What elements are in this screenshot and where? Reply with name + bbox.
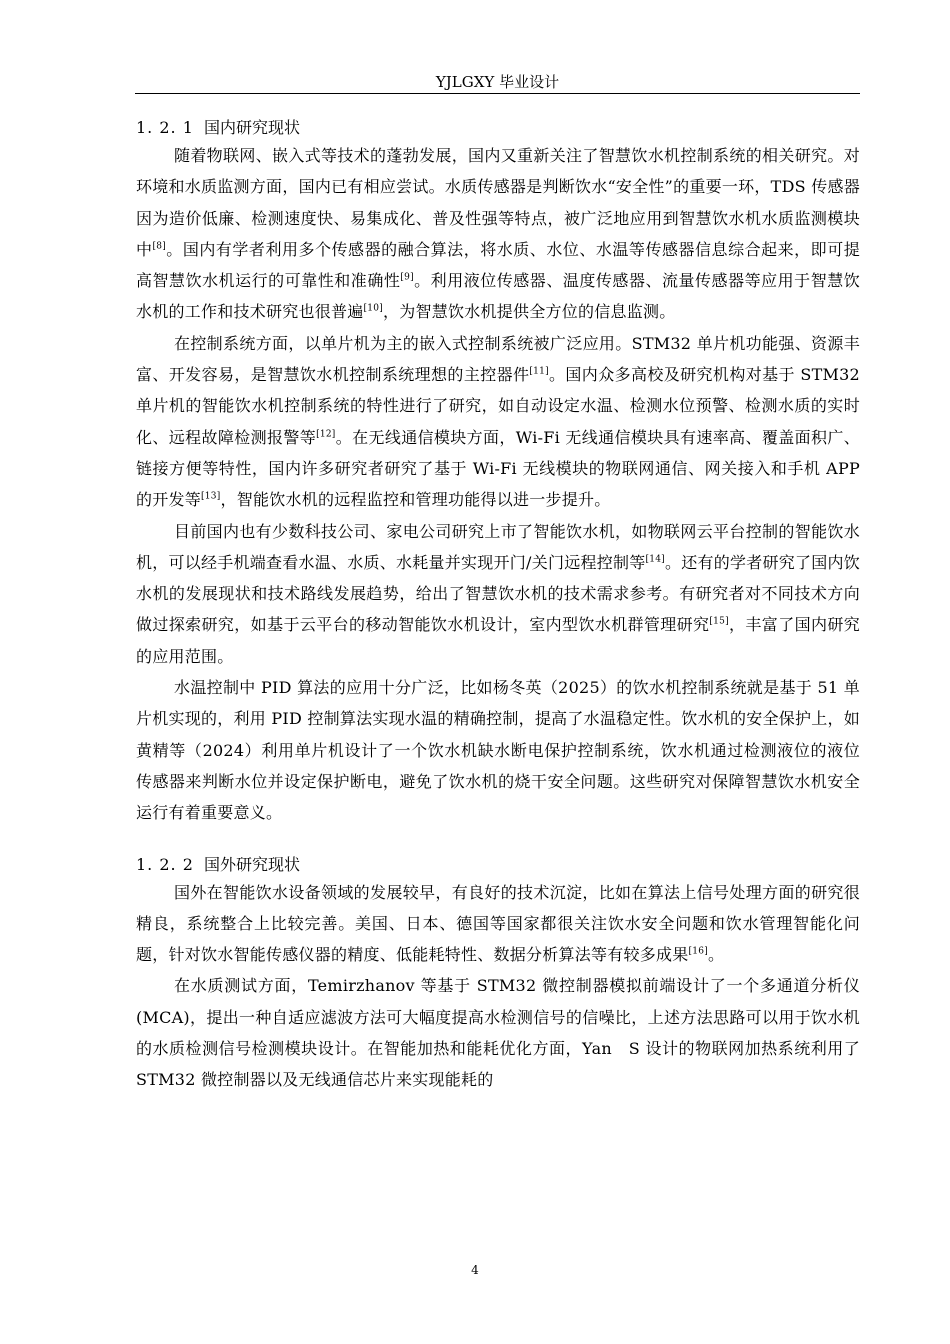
citation-reference: [10]	[363, 304, 383, 315]
header-rule	[135, 93, 860, 94]
section-heading-foreign	[136, 853, 860, 877]
citation-reference: [8]	[152, 241, 167, 252]
paragraph-text: ，为智慧饮水机提供全方位的信息监测。	[383, 302, 676, 322]
paragraph-text: 。国内众多高校及研究机构对基于 STM32 单片机的智能饮水机控制系统的特性进行了研究，如自动设定水温、检测水位预警、检测水质的实时化、远程故障检测报警等	[136, 365, 860, 447]
section-title: 国内研究现状	[204, 118, 301, 137]
paragraph-text: 在控制系统方面，以单片机为主的嵌入式控制系统被广泛应用。STM32 单片机功能强、资源丰富、开发容易，是智慧饮水机控制系统理想的主控器件	[136, 333, 860, 385]
paragraph-text: 。利用液位传感器、温度传感器、流量传感器等应用于智慧饮水机的工作和技术研究也很普遍	[136, 271, 860, 322]
paragraph-text: 在水质测试方面，Temirzhanov 等基于 STM32 微控制器模拟前端设计了一个多通道分析仪(MCA)，提出一种自适应滤波方法可大幅度提高水检测信号的信噪比，上述方法思路可以用于饮水机的水质检测信号检测模块设计。在智能加热和能耗优化方面，Yan S 设计的物联网加热系统利用了 STM32 微控制器以及无线通信芯片来实现能耗的	[136, 976, 860, 1090]
citation-reference: [15]	[709, 617, 729, 628]
citation-reference: [12]	[316, 429, 336, 440]
paragraph-text: 。还有的学者研究了国内饮水机的发展现状和技术路线发展趋势，给出了智慧饮水机的技术需求参考。有研究者对不同技术方向做过探索研究，如基于云平台的移动智能饮水机设计，室内型饮水机群管理研究	[136, 552, 860, 635]
paragraph-text: 。	[708, 945, 725, 965]
paragraph	[136, 516, 860, 672]
page-header: YJLGXY 毕业设计	[435, 73, 560, 91]
paragraph	[136, 877, 860, 971]
page-number: 4	[471, 1263, 479, 1277]
section-number: 1. 2. 2	[136, 854, 194, 874]
paragraph-text: ，智能饮水机的远程监控和管理功能得以进一步提升。	[220, 490, 611, 510]
page-body	[136, 116, 860, 1096]
paragraph-text: 。国内有学者利用多个传感器的融合算法，将水质、水位、水温等传感器信息综合起来，即可提高智慧饮水机运行的可靠性和准确性	[136, 239, 860, 291]
section-number: 1. 2. 1	[136, 118, 194, 137]
paragraph	[136, 140, 860, 328]
paragraph-text: ，丰富了国内研究的应用范围。	[136, 615, 860, 666]
section-title: 国外研究现状	[204, 854, 301, 874]
paragraph-text: 。在无线通信模块方面，Wi-Fi 无线通信模块具有速率高、覆盖面积广、链接方便等特性，国内许多研究者研究了基于 Wi-Fi 无线模块的物联网通信、网关接入和手机 APP 的开发等	[136, 427, 860, 510]
paragraph	[136, 328, 860, 516]
citation-reference: [14]	[645, 554, 665, 565]
citation-reference: [13]	[201, 491, 221, 502]
citation-reference: [16]	[688, 946, 708, 957]
paragraph	[136, 672, 860, 828]
paragraph	[136, 970, 860, 1095]
paragraph-text: 目前国内也有少数科技公司、家电公司研究上市了智能饮水机，如物联网云平台控制的智能饮水机，可以经手机端查看水温、水质、水耗量并实现开门/关门远程控制等	[136, 521, 860, 572]
paragraph-text: 水温控制中 PID 算法的应用十分广泛，比如杨冬英（2025）的饮水机控制系统就是基于 51 单片机实现的，利用 PID 控制算法实现水温的精确控制，提高了水温稳定性。饮水机的安全保护上，如黄精等（2024）利用单片机设计了一个饮水机缺水断电保护控制系统，饮水机通过检测液位的液位传感器来判断水位并设定保护断电，避免了饮水机的烧干安全问题。这些研究对保障智慧饮水机安全运行有着重要意义。	[136, 678, 860, 823]
citation-reference: [9]	[400, 272, 414, 283]
paragraph-text: 随着物联网、嵌入式等技术的蓬勃发展，国内又重新关注了智慧饮水机控制系统的相关研究。对环境和水质监测方面，国内已有相应尝试。水质传感器是判断饮水“安全性”的重要一环，TDS 传感器因为造价低廉、检测速度快、易集成化、普及性强等特点，被广泛地应用到智慧饮水机水质监测模块中	[136, 146, 860, 259]
citation-reference: [11]	[529, 366, 549, 377]
section-heading-domestic	[136, 116, 860, 140]
paragraph-text: 国外在智能饮水设备领域的发展较早，有良好的技术沉淀，比如在算法上信号处理方面的研究很精良，系统整合上比较完善。美国、日本、德国等国家都很关注饮水安全问题和饮水管理智能化问题，针对饮水智能传感仪器的精度、低能耗特性、数据分析算法等有较多成果	[136, 882, 860, 965]
